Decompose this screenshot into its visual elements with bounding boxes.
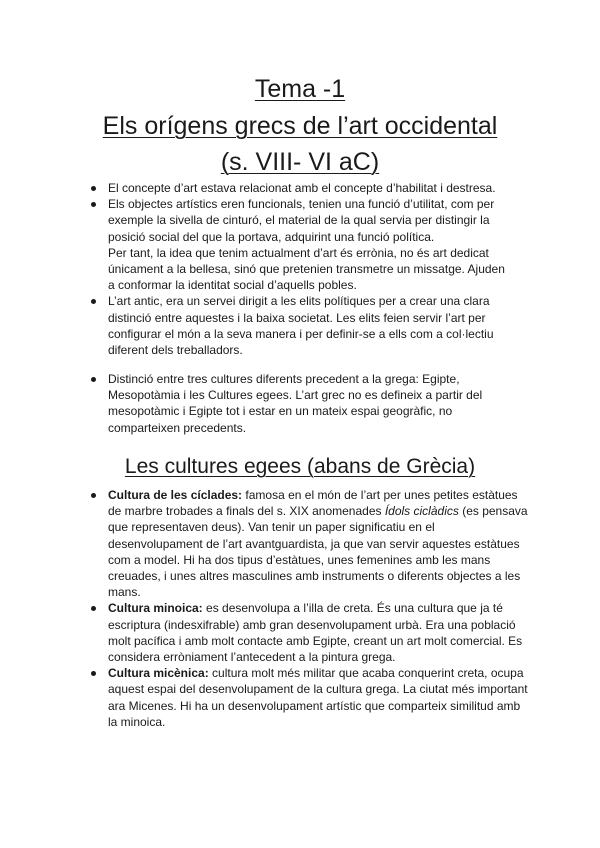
list-item-mycenaean [88, 665, 528, 730]
culture-name: Cultura minoica: [108, 601, 203, 616]
bullet-text: Distinció entre tres cultures diferents precedent a la grega: Egipte, Mesopotàmia i les Cultures egees. L’art grec no es defineix a partir del mesopotàmic i Egipte tot i estar en un mateix espai geogràfic, no comparteixen precedents. [108, 372, 483, 435]
list-item-cyclades [88, 487, 528, 600]
chapter-period: (s. VIII- VI aC) [220, 148, 380, 176]
culture-name: Cultura micènica: [108, 666, 209, 681]
culture-name: Cultura de les cíclades: [108, 488, 243, 502]
list-item-minoan [88, 600, 528, 665]
culture-description: cultura molt més militar que acaba conquerint creta, ocupa aquest espai del desenvolupament de la cultura grega. La ciutat més important ara Micenes. Hi ha un desenvolupament artístic que comparteix similitud amb la minoica. [108, 666, 528, 729]
list-item [88, 371, 508, 436]
culture-italic-term: Ídols ciclàdics [384, 504, 459, 519]
list-item [88, 293, 508, 358]
list-item [88, 196, 508, 293]
culture-description: famosa en el món de l’art per unes petites estàtues de marbre trobades a finals del s. XIX anomenades [108, 488, 518, 519]
section-title: Les cultures egees (abans de Grècia) [124, 455, 476, 478]
bullet-text: L’art antic, era un servei dirigit a les elits polítiques per a crear una clara distinció entre aquestes i la baixa societat. Les elits feien servir l’art per configurar el món a la seva manera i per definir-se a ells com a col·lectiu diferent dels treballadors. [108, 294, 494, 358]
topic-title: Tema -1 [254, 75, 346, 103]
distinction-bullet-list [88, 371, 508, 436]
bullet-text-continuation: Per tant, la idea que tenim actualment d’art és errònia, no és art dedicat únicament a la bellesa, sinó que pretenien transmetre un missatge. Ajuden a conformar la identitat social d’aquells pobles. [108, 245, 505, 293]
culture-description: es desenvolupa a l’illa de creta. És una cultura que ja té escriptura (indesxifrable) amb gran desenvolupament urbà. Era una població molt pacífica i amb molt contacte amb Egipte, creant un art molt comercial. Es considera erròniament l’antecedent a la pintura grega. [108, 601, 523, 665]
intro-bullet-list [88, 180, 508, 358]
bullet-text: Els objectes artístics eren funcionals, tenien una funció d’utilitat, com per exemple la sivella de cinturó, el material de la qual servia per distingir la posició social del que la portava, adquirint una funció política. [108, 197, 495, 244]
cultures-bullet-list [88, 487, 528, 730]
chapter-title: Els orígens grecs de l’art occidental [102, 112, 498, 140]
bullet-text: El concepte d’art estava relacionat amb el concepte d’habilitat i destresa. [108, 181, 496, 195]
culture-description-continued: (es pensava que representaven deus). Van tenir un paper significatiu en el desenvolupament de l’art avantguardista, ja que van servir aquestes estàtues com a model. Hi ha dos tipus d’estàtues, unes femenines amb les mans creuades, i unes altres masculines amb instruments o diferents objectes a les mans. [108, 504, 528, 600]
list-item [88, 180, 508, 196]
